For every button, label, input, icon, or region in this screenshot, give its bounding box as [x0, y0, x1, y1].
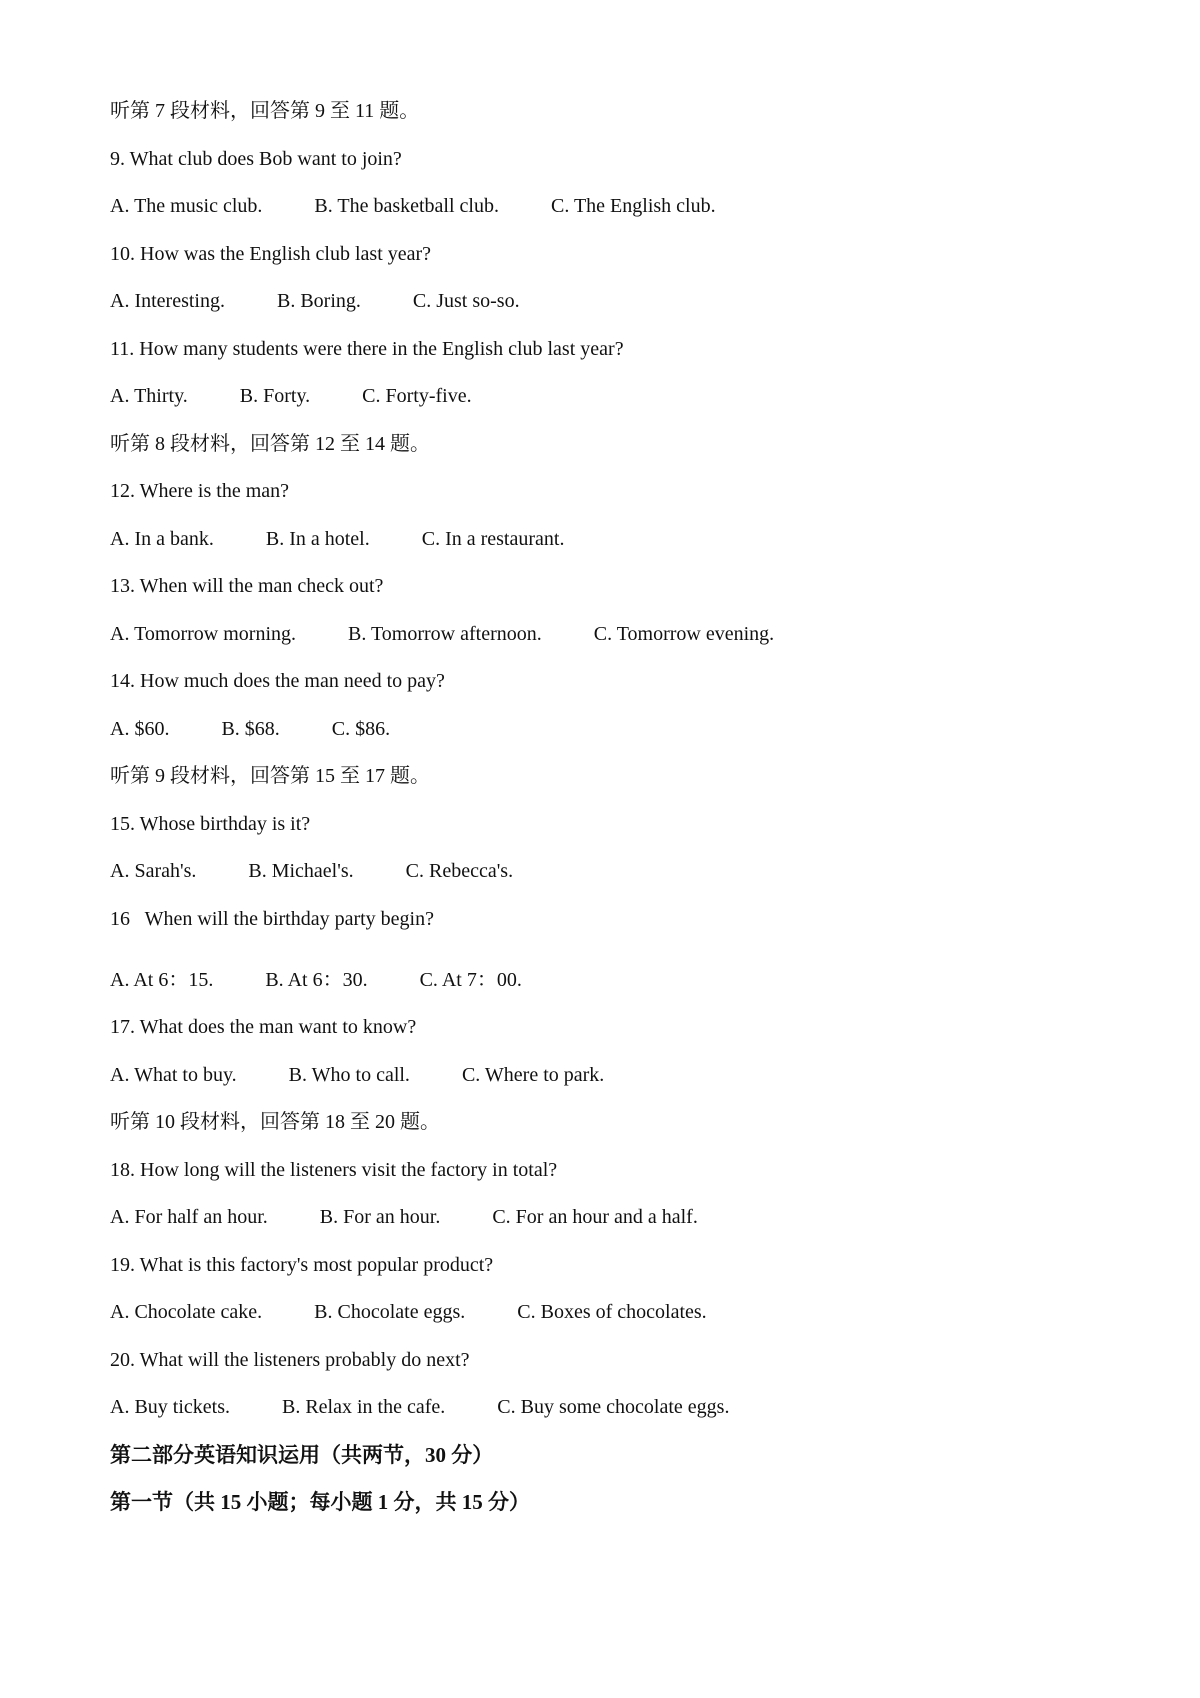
answer-option: A. Tomorrow morning.	[110, 622, 296, 645]
answer-option: A. $60.	[110, 717, 170, 740]
answer-option: B. $68.	[221, 717, 280, 740]
question-text: 18. How long will the listeners visit the factory in total?	[110, 1158, 558, 1181]
answer-option: B. Forty.	[239, 385, 311, 407]
section-instruction: 听第 9 段材料，回答第 15 至 17 题。	[110, 765, 430, 787]
question-text: 14. How much does the man need to pay?	[110, 670, 445, 692]
answer-option: C. At 7：00.	[419, 968, 522, 991]
option-row	[110, 1062, 1110, 1088]
question-text: 13. When will the man check out?	[110, 575, 384, 597]
answer-option: C. Rebecca's.	[405, 860, 514, 882]
part-heading: 第二部分英语知识运用（共两节，30 分）	[110, 1442, 494, 1467]
option-row	[110, 1204, 1110, 1230]
option-row	[110, 383, 1110, 409]
part-heading: 第一节（共 15 小题；每小题 1 分，共 15 分）	[110, 1490, 530, 1514]
question-text: 9. What club does Bob want to join?	[110, 147, 402, 170]
option-row	[110, 1394, 1110, 1420]
answer-option: C. The English club.	[550, 195, 716, 217]
answer-option: C. Buy some chocolate eggs.	[497, 1396, 730, 1418]
answer-option: B. Who to call.	[288, 1063, 410, 1086]
answer-option: B. The basketball club.	[314, 195, 499, 217]
question-text: 17. What does the man want to know?	[110, 1016, 417, 1038]
answer-option: B. Chocolate eggs.	[314, 1301, 466, 1323]
question-text: 10. How was the English club last year?	[110, 242, 432, 265]
option-row	[110, 621, 1110, 647]
answer-option: A. The music club.	[110, 195, 263, 217]
answer-option: A. Interesting.	[110, 290, 225, 312]
question-text: 11. How many students were there in the English club last year?	[110, 337, 624, 360]
answer-option: A. Chocolate cake.	[110, 1301, 263, 1323]
answer-option: C. In a restaurant.	[421, 527, 565, 550]
option-row	[110, 716, 1110, 742]
answer-option: C. Just so-so.	[412, 290, 520, 312]
question-text: 15. Whose birthday is it?	[110, 812, 311, 835]
answer-option: A. Buy tickets.	[110, 1396, 230, 1418]
question-text: 20. What will the listeners probably do next?	[110, 1348, 470, 1371]
answer-option: C. For an hour and a half.	[492, 1206, 698, 1228]
section-instruction: 听第 7 段材料，回答第 9 至 11 题。	[110, 100, 420, 122]
answer-option: B. Tomorrow afternoon.	[348, 622, 542, 645]
question-text: 19. What is this factory's most popular product?	[110, 1253, 494, 1276]
answer-option: C. Tomorrow evening.	[593, 622, 775, 645]
answer-option: A. Thirty.	[110, 385, 188, 407]
section-instruction: 听第 8 段材料，回答第 12 至 14 题。	[110, 432, 430, 455]
answer-option: C. Where to park.	[461, 1063, 605, 1086]
question-text: 16 When will the birthday party begin?	[110, 907, 434, 930]
option-row	[110, 193, 1110, 219]
answer-option: A. In a bank.	[110, 527, 214, 550]
answer-option: B. Boring.	[276, 290, 361, 312]
answer-option: C. $86.	[331, 717, 391, 740]
option-row	[110, 858, 1110, 884]
answer-option: B. In a hotel.	[265, 527, 370, 550]
answer-option: B. Michael's.	[248, 860, 354, 882]
answer-option: A. At 6：15.	[110, 968, 214, 991]
option-row	[110, 967, 1110, 993]
answer-option: B. For an hour.	[319, 1206, 441, 1228]
answer-option: C. Forty-five.	[362, 385, 472, 407]
option-row	[110, 288, 1110, 314]
answer-option: C. Boxes of chocolates.	[517, 1301, 707, 1323]
exam-page	[110, 98, 1110, 1515]
answer-option: B. At 6：30.	[265, 968, 368, 991]
section-instruction: 听第 10 段材料，回答第 18 至 20 题。	[110, 1111, 440, 1133]
option-row	[110, 1299, 1110, 1325]
answer-option: B. Relax in the cafe.	[282, 1396, 446, 1418]
answer-option: A. For half an hour.	[110, 1206, 268, 1228]
question-text: 12. Where is the man?	[110, 480, 290, 502]
option-row	[110, 526, 1110, 552]
answer-option: A. What to buy.	[110, 1063, 237, 1086]
answer-option: A. Sarah's.	[110, 860, 197, 882]
